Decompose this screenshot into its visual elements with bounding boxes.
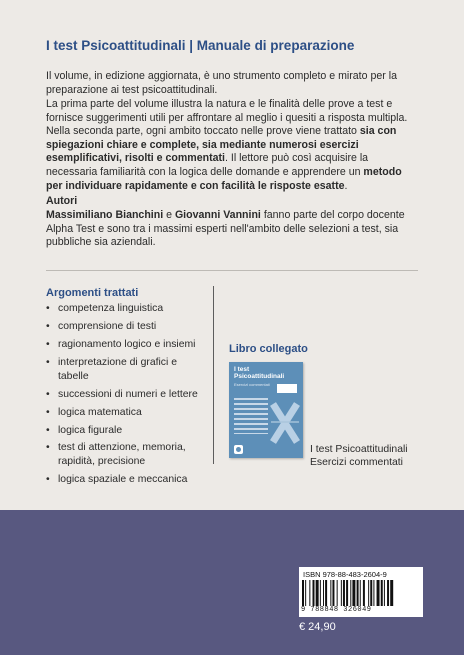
list-item: • logica spaziale e meccanica — [46, 473, 228, 487]
authors-conjunction: e — [163, 209, 175, 221]
related-book-title-line: I test Psicoattitudinali — [310, 444, 408, 455]
description-text: . Il lettore può così acquisire la necessaria familiarità con la logica delle domande e apprendere un — [46, 152, 369, 178]
description-emphasis: metodo per individuare rapidamente e con facilità le risposte esatte — [46, 165, 402, 192]
authors-paragraph — [46, 209, 418, 250]
related-book-title — [310, 443, 450, 469]
authors-heading: Autori — [46, 195, 78, 207]
description-intro — [46, 70, 418, 97]
description-paragraph-1: Il volume, in edizione aggiornata, è uno strumento completo e mirato per la preparazione ai test psicoattitudinali. — [46, 70, 397, 96]
description-text: La prima parte del volume illustra la natura e le finalità delle prove a test e fornisce suggerimenti utili per affrontare al meglio i quesiti a risposta multipla. Nella seconda parte, ogni ambito toccato nelle prove viene trattato — [46, 98, 408, 138]
cover-text-lines — [234, 398, 268, 438]
authors-text — [46, 209, 418, 250]
price-label: € 24,90 — [299, 621, 336, 633]
page-title: I test Psicoattitudinali | Manuale di preparazione — [46, 38, 355, 53]
list-item: • logica figurale — [46, 424, 228, 438]
description-body — [46, 98, 418, 193]
author-name: Giovanni Vannini — [174, 209, 261, 221]
isbn-text: ISBN 978-88-483-2604-9 — [303, 570, 387, 579]
barcode-bars — [302, 580, 420, 606]
section-divider — [46, 270, 418, 271]
list-item: • test di attenzione, memoria, rapidità, precisione — [46, 441, 218, 468]
list-item: • competenza linguistica — [46, 302, 228, 316]
related-book-title-line: Esercizi commentati — [310, 457, 403, 468]
author-name: Massimiliano Bianchini — [46, 209, 164, 221]
authors-bio: fanno parte del corpo docente Alpha Test e sono tra i massimi esperti nell'ambito delle selezioni a test, sia pubbliche sia aziendali. — [46, 209, 405, 249]
list-item: • comprensione di testi — [46, 320, 228, 334]
cover-x-graphic — [269, 402, 301, 444]
topics-heading: Argomenti trattati — [46, 287, 139, 299]
list-item: • ragionamento logico e insiemi — [46, 338, 228, 352]
description-paragraph-2 — [46, 98, 418, 193]
list-item: • successioni di numeri e lettere — [46, 388, 228, 402]
cover-title-line: Psicoattitudinali — [234, 373, 285, 380]
description-text: . — [344, 179, 348, 192]
related-book-cover[interactable] — [229, 362, 303, 458]
related-book-heading: Libro collegato — [229, 343, 308, 355]
barcode-digits: 9 788848 326049 — [301, 606, 372, 614]
vertical-divider — [213, 286, 214, 464]
barcode-box — [299, 567, 423, 617]
cover-subtitle: Esercizi commentati — [234, 382, 270, 387]
cover-title-line: I test — [234, 366, 250, 373]
description-emphasis: sia con spiegazioni chiare e complete, sia mediante numerosi esercizi esemplificativi, risolti e commentati — [46, 125, 397, 165]
topics-list — [46, 302, 228, 491]
list-item: • logica matematica — [46, 406, 228, 420]
cover-badge — [277, 384, 297, 393]
publisher-logo-icon — [234, 445, 243, 454]
list-item: • interpretazione di grafici e tabelle — [46, 356, 178, 383]
